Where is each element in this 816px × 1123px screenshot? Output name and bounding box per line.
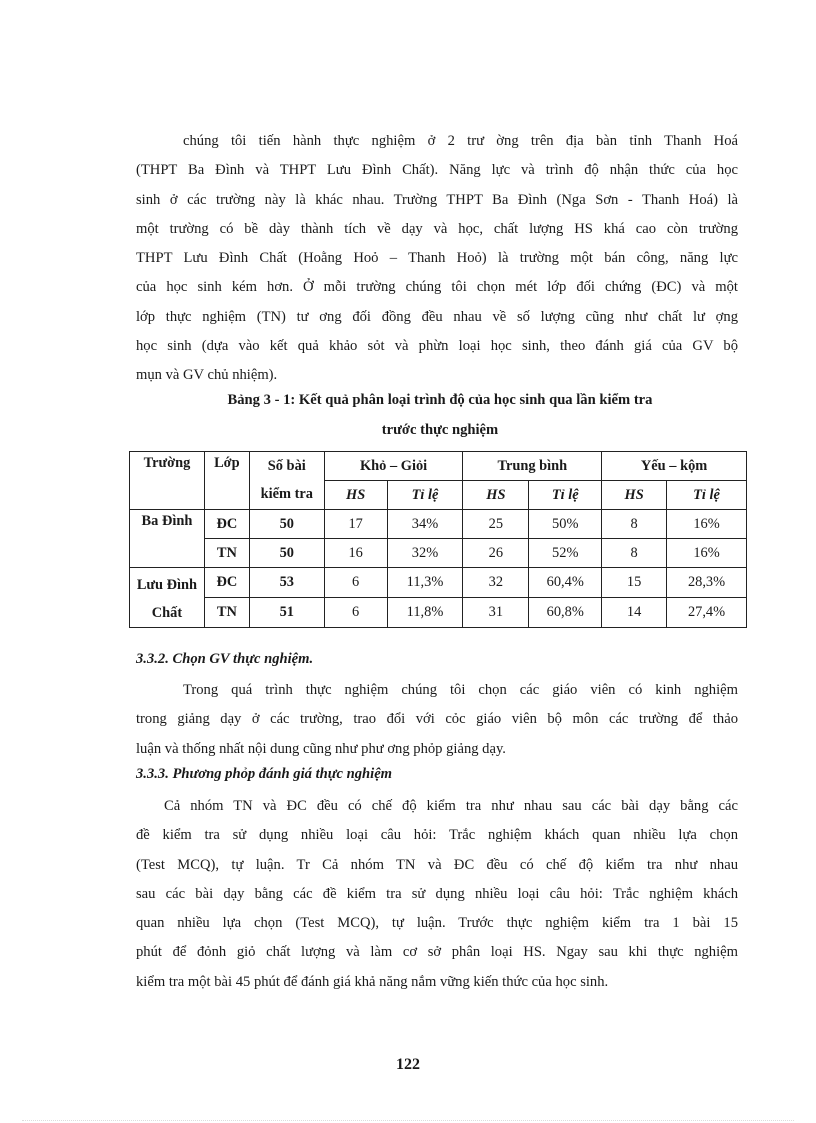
school-name-line1: Lưu Đình [136,577,198,593]
cell-yk-hs: 8 [602,539,667,568]
cell-kg-hs: 16 [324,539,387,568]
cell-kg-tl: 34% [387,510,463,539]
cell-yk-tl: 16% [667,510,747,539]
para-line: Trong quá trình thực nghiệm chúng tôi chọn các giáo viên có kinh nghiệm [183,682,738,698]
cell-yk-tl: 16% [667,539,747,568]
cell-kg-hs: 6 [324,598,387,628]
cell-kg-hs: 6 [324,568,387,598]
results-table [129,451,747,628]
cell-tb-hs: 25 [463,510,529,539]
subheader-hs: HS [324,481,387,510]
intro-line: một trường có bề dày thành tích về dạy và học, chất lượng HS khá cao còn trường [136,220,738,237]
table-row [130,510,747,539]
school-name-line2: Chất [151,605,183,621]
intro-line: (THPT Ba Đình và THPT Lưu Đình Chất). Năng lực và trình độ nhận thức của học [136,162,738,179]
cell-yk-hs: 8 [602,510,667,539]
header-yeu-kem: Yếu – kộm [602,452,747,481]
para-line: sau các bài dạy bằng các đề kiểm tra sử dụng nhiều loại câu hỏi: Trắc nghiệm khách [136,885,738,902]
intro-line: học sinh (dựa vào kết quả khảo sỏt và phừn loại học sinh, theo đánh giá của GV bộ [136,338,738,355]
cell-yk-tl: 27,4% [667,598,747,628]
intro-line: mụn và GV chủ nhiệm). [136,367,278,384]
intro-line: của học sinh kém hơn. Ở mỗi trường chúng tôi chọn mét lớp đối chứng (ĐC) và một [136,279,738,296]
page-bottom-divider [22,1120,794,1121]
subheader-tile: Tỉ lệ [667,481,747,510]
table-row [130,539,747,568]
cell-tb-hs: 32 [463,568,529,598]
cell-tb-tl: 60,4% [529,568,602,598]
cell-lop: TN [204,598,249,628]
intro-line: sinh ở các trường này là khác nhau. Trường THPT Ba Đình (Nga Sơn - Thanh Hoá) là [136,191,738,208]
table-caption: Bảng 3 - 1: Kết quả phân loại trình độ của học sinh qua lần kiểm tra [227,392,653,408]
cell-lop: ĐC [204,510,249,539]
cell-sobai: 50 [249,539,324,568]
para-line: đề kiểm tra sử dụng nhiều loại câu hỏi: Trắc nghiệm khách quan nhiều lựa chọn [136,827,738,844]
cell-kg-tl: 11,8% [387,598,463,628]
header-sobai: Số bài [249,452,324,481]
intro-line: lớp thực nghiệm (TN) tư ơng đối đồng đều nhau về số lượng cũng như chất lư ợng [136,308,738,325]
page-number: 122 [396,1056,420,1073]
cell-kg-hs: 17 [324,510,387,539]
header-kha-gioi: Khỏ – Giỏi [324,452,463,481]
paragraph-333 [136,792,738,997]
para-line: trong giảng dạy ở các trường, trao đổi với cỏc giáo viên bộ môn các trường để thảo [136,711,738,728]
cell-tb-tl: 50% [529,510,602,539]
header-kiem-tra: kiểm tra [249,481,324,510]
subheader-tile: Tỉ lệ [529,481,602,510]
para-line: luận và thống nhất nội dung cũng như phư ơng phỏp giảng dạy. [136,740,506,757]
header-trung-binh: Trung bình [463,452,602,481]
table-row [130,568,747,598]
cell-yk-hs: 15 [602,568,667,598]
cell-sobai: 53 [249,568,324,598]
section-heading-332: 3.3.2. Chọn GV thực nghiệm. [136,651,314,667]
cell-yk-tl: 28,3% [667,568,747,598]
cell-kg-tl: 32% [387,539,463,568]
school-ba-dinh: Ba Đình [130,510,205,568]
para-line: phút để đỏnh giỏ chất lượng và làm cơ sở phân loại HS. Ngay sau khi thực nghiệm [136,944,738,961]
subheader-hs: HS [463,481,529,510]
cell-tb-tl: 60,8% [529,598,602,628]
cell-lop: ĐC [204,568,249,598]
para-line: (Test MCQ), tự luận. Tr Cả nhóm TN và ĐC đều có chế độ kiểm tra như nhau [136,856,738,873]
table-row [130,598,747,628]
cell-lop: TN [204,539,249,568]
header-truong: Trường [130,452,205,510]
cell-tb-hs: 31 [463,598,529,628]
para-line: kiểm tra một bài 45 phút để đánh giá khả năng nắm vững kiến thức của học sinh. [136,973,609,990]
cell-kg-tl: 11,3% [387,568,463,598]
intro-paragraph [136,127,738,391]
para-line: quan nhiều lựa chọn (Test MCQ), tự luận. Trước thực nghiệm kiểm tra 1 bài 15 [136,915,738,932]
subheader-hs: HS [602,481,667,510]
section-heading-333: 3.3.3. Phương phỏp đánh giá thực nghiệm [136,766,393,782]
cell-sobai: 51 [249,598,324,628]
paragraph-332 [136,676,738,764]
school-luu-dinh-chat [130,568,205,628]
intro-line: THPT Lưu Đình Chất (Hoằng Hoỏ – Thanh Hoỏ) là trường một bán công, năng lực [136,250,738,267]
para-line: Cả nhóm TN và ĐC đều có chế độ kiểm tra như nhau sau các bài dạy bằng các [164,798,738,814]
cell-tb-tl: 52% [529,539,602,568]
cell-sobai: 50 [249,510,324,539]
cell-tb-hs: 26 [463,539,529,568]
header-lop: Lớp [204,452,249,510]
subheader-tile: Tỉ lệ [387,481,463,510]
intro-line: chúng tôi tiến hành thực nghiệm ở 2 trư ờng trên địa bàn tỉnh Thanh Hoá [183,133,738,149]
cell-yk-hs: 14 [602,598,667,628]
table-caption-line2: trước thực nghiệm [381,422,499,438]
